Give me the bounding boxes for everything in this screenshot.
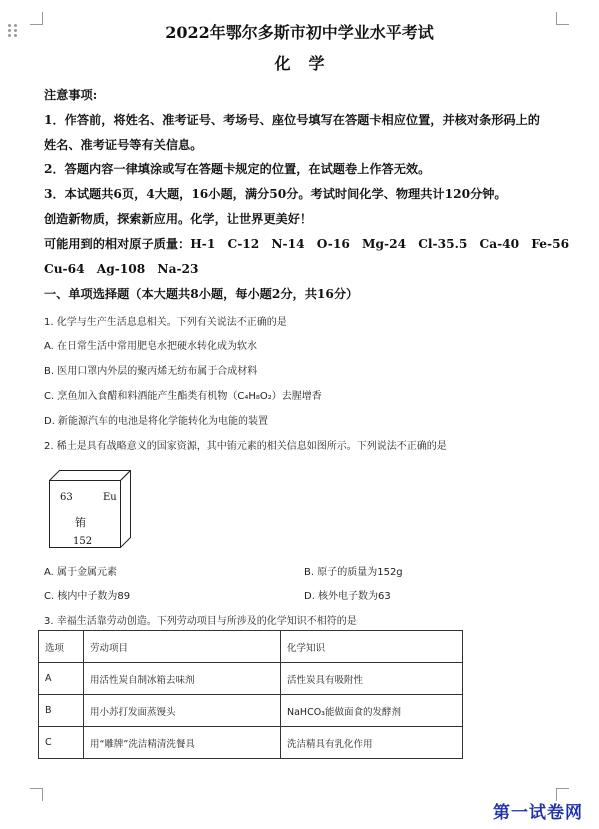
table-cell: 用活性炭自制冰箱去味剂 — [84, 663, 281, 695]
q2-option-d: D. 核外电子数为63 — [304, 591, 391, 602]
q1-option-b: B. 医用口罩内外层的聚丙烯无纺布属于合成材料 — [44, 366, 258, 377]
q2-option-c: C. 核内中子数为89 — [44, 591, 131, 602]
exam-title: 2022年鄂尔多斯市初中学业水平考试 — [165, 23, 434, 42]
q2-stem: 2. 稀土是具有战略意义的国家资源，其中铕元素的相关信息如图所示。下列说法不正确的是 — [44, 441, 447, 452]
section-heading: 一、单项选择题（本大题共8小题，每小题2分，共16分） — [44, 287, 359, 301]
table-cell: C — [39, 727, 84, 759]
element-name: 铕 — [75, 516, 86, 529]
element-card — [49, 470, 131, 548]
table-row — [39, 695, 463, 727]
notice-item-3: 3．本试题共6页，4大题，16小题，满分50分。考试时间化学、物理共计120分钟。 — [44, 187, 507, 201]
atomic-masses-line-1: 可能用到的相对原子质量：H-1 C-12 N-14 O-16 Mg-24 Cl-35.5 Ca-40 Fe-56 — [44, 237, 570, 251]
atomic-masses-line-2: Cu-64 Ag-108 Na-23 — [44, 262, 199, 276]
table-row — [39, 663, 463, 695]
motto: 创造新物质，探索新应用。化学，让世界更美好！ — [44, 212, 313, 226]
table-cell: 用小苏打发面蒸馒头 — [84, 695, 281, 727]
crop-mark-bottom-left — [30, 788, 43, 801]
table-header-row — [39, 631, 463, 663]
q1-stem: 1. 化学与生产生活息息相关。下列有关说法不正确的是 — [44, 317, 287, 328]
element-mass: 152 — [73, 536, 93, 547]
q1-option-a: A. 在日常生活中常用肥皂水把硬水转化成为软水 — [44, 341, 258, 352]
exam-subject: 化学 — [274, 54, 343, 73]
notice-item-2: 2．答题内容一律填涂或写在答题卡规定的位置，在试题卷上作答无效。 — [44, 162, 431, 176]
table-header-cell: 劳动项目 — [84, 631, 281, 663]
table-cell: A — [39, 663, 84, 695]
table-cell: 洗洁精具有乳化作用 — [281, 727, 463, 759]
table-row — [39, 727, 463, 759]
q2-option-b: B. 原子的质量为152g — [304, 567, 403, 578]
table-header-cell: 选项 — [39, 631, 84, 663]
table-header-cell: 化学知识 — [281, 631, 463, 663]
element-atomic-number: 63 — [60, 492, 73, 503]
table-cell: 活性炭具有吸附性 — [281, 663, 463, 695]
notice-item-1-cont: 姓名、准考证号等有关信息。 — [44, 138, 203, 152]
q3-stem: 3. 幸福生活靠劳动创造。下列劳动项目与所涉及的化学知识不相符的是 — [44, 616, 357, 627]
notice-heading: 注意事项: — [44, 88, 98, 102]
table-cell: NaHCO₃能做面食的发酵剂 — [281, 695, 463, 727]
q2-option-a: A. 属于金属元素 — [44, 567, 118, 578]
watermark-logo: 第一试卷网 — [493, 803, 583, 823]
q1-option-d: D. 新能源汽车的电池是将化学能转化为电能的装置 — [44, 416, 269, 427]
q3-table — [38, 630, 463, 759]
table-cell: B — [39, 695, 84, 727]
table-cell: 用“雕牌”洗洁精清洗餐具 — [84, 727, 281, 759]
notice-item-1: 1．作答前，将姓名、准考证号、考场号、座位号填写在答题卡相应位置，并核对条形码上的 — [44, 113, 540, 127]
q1-option-c: C. 烹鱼加入食醋和料酒能产生酯类有机物（C₄H₈O₂）去腥增香 — [44, 391, 322, 402]
element-symbol: Eu — [103, 492, 117, 503]
